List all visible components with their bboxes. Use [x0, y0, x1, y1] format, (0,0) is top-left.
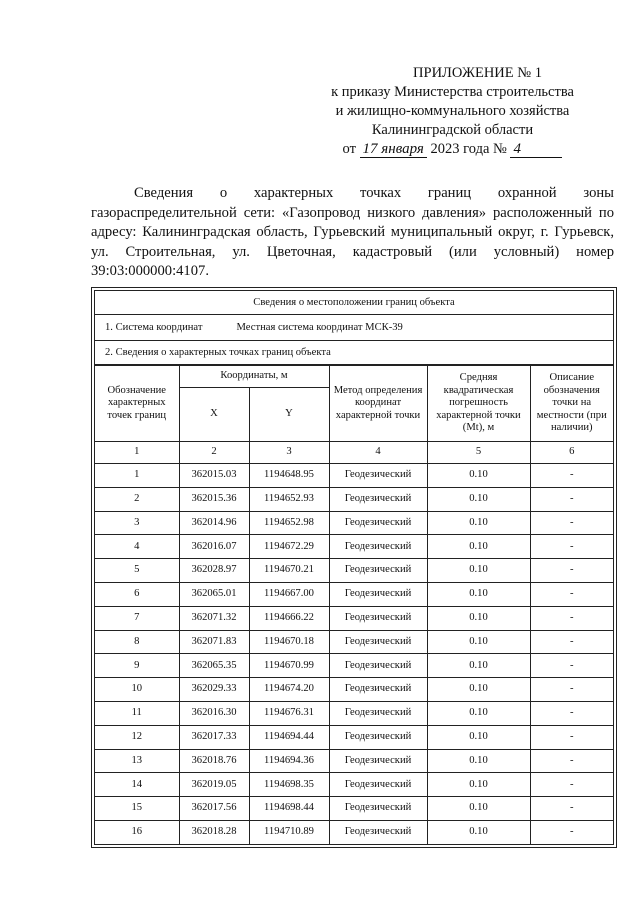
coord-system-label: 1. Система координат — [105, 322, 203, 333]
description-cell: - — [530, 797, 613, 821]
header-designation: Обозначение характерных точек границ — [95, 366, 179, 442]
table-row — [95, 678, 613, 702]
table-row — [95, 725, 613, 749]
error-cell: 0.10 — [427, 725, 530, 749]
coord-y: 1194648.95 — [249, 464, 329, 488]
description-cell: - — [530, 749, 613, 773]
table-row — [95, 487, 613, 511]
point-number: 8 — [95, 630, 179, 654]
coordinate-system-row — [95, 315, 613, 341]
description-cell: - — [530, 464, 613, 488]
handwritten-order-number: 4 — [510, 142, 562, 158]
header-method: Метод определения координат характерной точки — [329, 366, 427, 442]
method-cell: Геодезический — [329, 559, 427, 583]
point-number: 12 — [95, 725, 179, 749]
coord-x: 362016.07 — [179, 535, 249, 559]
description-cell: - — [530, 511, 613, 535]
point-number: 6 — [95, 582, 179, 606]
error-cell: 0.10 — [427, 797, 530, 821]
method-cell: Геодезический — [329, 582, 427, 606]
table-row — [95, 773, 613, 797]
points-section-title: 2. Сведения о характерных точках границ объекта — [95, 341, 613, 365]
points-grid — [95, 365, 613, 844]
table-row — [95, 654, 613, 678]
coord-y: 1194672.29 — [249, 535, 329, 559]
intro-paragraph — [91, 184, 614, 282]
error-cell: 0.10 — [427, 630, 530, 654]
coord-y: 1194676.31 — [249, 701, 329, 725]
appendix-header — [300, 64, 605, 159]
col-number: 4 — [329, 442, 427, 464]
appendix-date-line — [300, 140, 605, 159]
point-number: 16 — [95, 820, 179, 843]
appendix-order-line: к приказу Министерства строительства — [331, 84, 574, 100]
point-number: 5 — [95, 559, 179, 583]
coord-y: 1194652.93 — [249, 487, 329, 511]
description-cell: - — [530, 773, 613, 797]
point-number: 7 — [95, 606, 179, 630]
coord-y: 1194694.36 — [249, 749, 329, 773]
col-number: 6 — [530, 442, 613, 464]
handwritten-date: 17 января — [360, 142, 427, 158]
coord-x: 362014.96 — [179, 511, 249, 535]
header-description: Описание обозначения точки на местности (при наличии) — [530, 366, 613, 442]
description-cell: - — [530, 559, 613, 583]
method-cell: Геодезический — [329, 535, 427, 559]
point-number: 10 — [95, 678, 179, 702]
table-row — [95, 559, 613, 583]
error-cell: 0.10 — [427, 678, 530, 702]
description-cell: - — [530, 630, 613, 654]
coord-system-value: Местная система координат МСК-39 — [236, 322, 403, 333]
point-number: 3 — [95, 511, 179, 535]
col-number: 2 — [179, 442, 249, 464]
point-number: 11 — [95, 701, 179, 725]
table-row — [95, 797, 613, 821]
coord-x: 362071.83 — [179, 630, 249, 654]
error-cell: 0.10 — [427, 773, 530, 797]
coord-y: 1194674.20 — [249, 678, 329, 702]
header-x: X — [179, 388, 249, 442]
coord-x: 362017.56 — [179, 797, 249, 821]
coord-y: 1194670.18 — [249, 630, 329, 654]
coord-x: 362018.76 — [179, 749, 249, 773]
table-row — [95, 582, 613, 606]
description-cell: - — [530, 820, 613, 843]
table-row — [95, 749, 613, 773]
error-cell: 0.10 — [427, 535, 530, 559]
coord-y: 1194670.99 — [249, 654, 329, 678]
appendix-title: ПРИЛОЖЕНИЕ № 1 — [413, 65, 542, 81]
description-cell: - — [530, 701, 613, 725]
error-cell: 0.10 — [427, 654, 530, 678]
point-number: 13 — [95, 749, 179, 773]
table-row — [95, 511, 613, 535]
coord-x: 362015.03 — [179, 464, 249, 488]
coord-y: 1194670.21 — [249, 559, 329, 583]
coord-y: 1194698.35 — [249, 773, 329, 797]
col-number: 3 — [249, 442, 329, 464]
method-cell: Геодезический — [329, 487, 427, 511]
method-cell: Геодезический — [329, 464, 427, 488]
coord-x: 362065.35 — [179, 654, 249, 678]
appendix-region-line: Калининградской области — [371, 122, 534, 138]
method-cell: Геодезический — [329, 725, 427, 749]
point-number: 4 — [95, 535, 179, 559]
method-cell: Геодезический — [329, 654, 427, 678]
method-cell: Геодезический — [329, 797, 427, 821]
error-cell: 0.10 — [427, 582, 530, 606]
error-cell: 0.10 — [427, 511, 530, 535]
coord-x: 362015.36 — [179, 487, 249, 511]
coord-y: 1194698.44 — [249, 797, 329, 821]
method-cell: Геодезический — [329, 606, 427, 630]
method-cell: Геодезический — [329, 749, 427, 773]
coord-y: 1194710.89 — [249, 820, 329, 843]
method-cell: Геодезический — [329, 773, 427, 797]
header-coordinates: Координаты, м — [179, 366, 329, 388]
table-section-title: Сведения о местоположении границ объекта — [95, 291, 613, 315]
coord-x: 362018.28 — [179, 820, 249, 843]
error-cell: 0.10 — [427, 820, 530, 843]
description-cell: - — [530, 487, 613, 511]
description-cell: - — [530, 725, 613, 749]
coord-x: 362019.05 — [179, 773, 249, 797]
table-row — [95, 464, 613, 488]
method-cell: Геодезический — [329, 701, 427, 725]
method-cell: Геодезический — [329, 630, 427, 654]
error-cell: 0.10 — [427, 701, 530, 725]
col-number: 5 — [427, 442, 530, 464]
date-year: 2023 года № — [430, 141, 507, 157]
intro-text: Сведения о характерных точках границ охранной зоны газораспределительной сети: «Газопровод низкого давления» расположенный по адресу: Калининградская область, Гурьевский муниципальный округ, г. Гурьевск, ул. Строительная, ул. Цветочная, кадастровый (или условный) номер 39:03:000000:4107. — [91, 185, 614, 279]
coord-y: 1194667.00 — [249, 582, 329, 606]
method-cell: Геодезический — [329, 511, 427, 535]
appendix-ministry-line: и жилищно-коммунального хозяйства — [335, 103, 570, 119]
point-number: 1 — [95, 464, 179, 488]
coord-x: 362028.97 — [179, 559, 249, 583]
point-number: 9 — [95, 654, 179, 678]
coord-y: 1194652.98 — [249, 511, 329, 535]
point-number: 15 — [95, 797, 179, 821]
table-row — [95, 701, 613, 725]
date-prefix: от — [342, 141, 356, 157]
description-cell: - — [530, 678, 613, 702]
error-cell: 0.10 — [427, 749, 530, 773]
error-cell: 0.10 — [427, 487, 530, 511]
error-cell: 0.10 — [427, 559, 530, 583]
description-cell: - — [530, 535, 613, 559]
coord-x: 362065.01 — [179, 582, 249, 606]
col-number: 1 — [95, 442, 179, 464]
point-number: 14 — [95, 773, 179, 797]
coord-y: 1194666.22 — [249, 606, 329, 630]
coord-y: 1194694.44 — [249, 725, 329, 749]
description-cell: - — [530, 654, 613, 678]
boundary-points-table — [91, 287, 617, 848]
header-y: Y — [249, 388, 329, 442]
error-cell: 0.10 — [427, 464, 530, 488]
error-cell: 0.10 — [427, 606, 530, 630]
table-row — [95, 606, 613, 630]
method-cell: Геодезический — [329, 820, 427, 843]
description-cell: - — [530, 606, 613, 630]
table-row — [95, 535, 613, 559]
header-error: Средняя квадратическая погрешность характерной точки (Mt), м — [427, 366, 530, 442]
coord-x: 362029.33 — [179, 678, 249, 702]
coord-x: 362017.33 — [179, 725, 249, 749]
method-cell: Геодезический — [329, 678, 427, 702]
table-row — [95, 630, 613, 654]
coord-x: 362071.32 — [179, 606, 249, 630]
description-cell: - — [530, 582, 613, 606]
table-row — [95, 820, 613, 843]
point-number: 2 — [95, 487, 179, 511]
coord-x: 362016.30 — [179, 701, 249, 725]
